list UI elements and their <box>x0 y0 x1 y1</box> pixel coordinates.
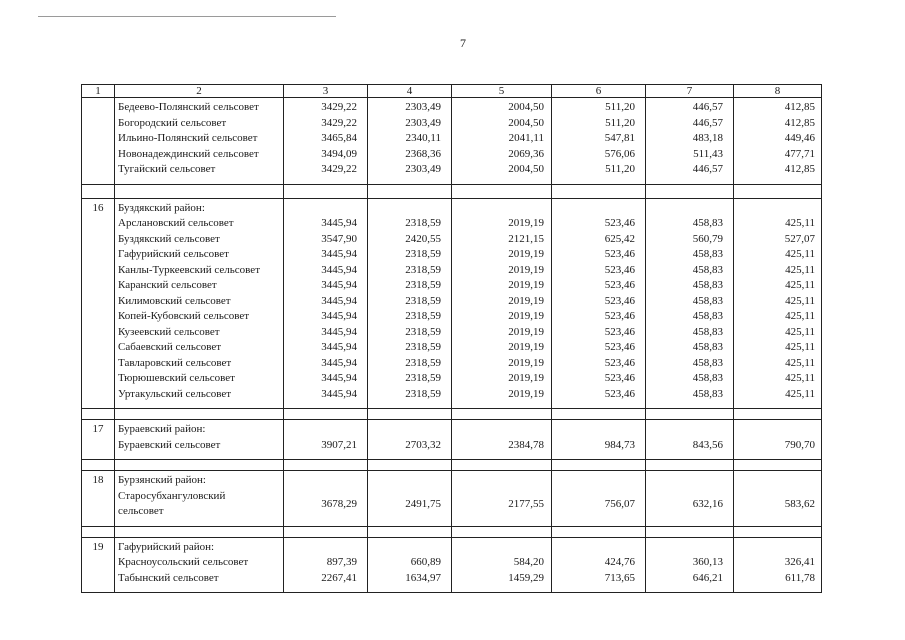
cell-value: 2340,11 <box>405 132 441 144</box>
cell-value: 3445,94 <box>321 279 357 291</box>
cell-value: 425,11 <box>785 387 815 400</box>
cell-value: 458,83 <box>692 387 723 400</box>
cell-value: 360,13 <box>692 556 723 568</box>
value-column-4 <box>368 420 452 460</box>
block-spacer <box>82 460 822 471</box>
empty-line <box>287 473 357 489</box>
spacer-cell <box>734 526 822 537</box>
column-number-row <box>82 85 822 98</box>
cell-value: 425,11 <box>785 294 815 307</box>
row-number: 19 <box>82 537 115 593</box>
column-header: 7 <box>646 85 734 98</box>
cell-value: 527,07 <box>784 232 815 245</box>
cell-value: 2318,59 <box>405 263 441 276</box>
cell-value: 560,79 <box>692 232 723 245</box>
value-column-3 <box>284 98 368 185</box>
cell-value: 3494,09 <box>321 147 357 160</box>
empty-line <box>649 422 723 438</box>
settlement-name: Уртакульский сельсовет <box>118 387 232 400</box>
cell-value: 2303,49 <box>405 116 441 129</box>
cell-value: 412,85 <box>784 101 815 113</box>
district-name: Бураевский район: <box>118 423 206 435</box>
spacer-cell <box>552 460 646 471</box>
cell-value: 483,18 <box>692 132 723 144</box>
cell-value: 2267,41 <box>321 571 357 584</box>
value-column-4 <box>368 198 452 409</box>
cell-value: 523,46 <box>604 325 635 338</box>
cell-value: 2019,19 <box>508 263 544 276</box>
settlement-names <box>115 198 284 409</box>
spacer-cell <box>82 184 115 198</box>
spacer-cell <box>368 184 452 198</box>
cell-value: 2019,19 <box>508 387 544 400</box>
block-spacer <box>82 184 822 198</box>
cell-value: 2318,59 <box>405 356 441 369</box>
value-column-7 <box>646 98 734 185</box>
cell-value: 2318,59 <box>405 341 441 353</box>
cell-value: 458,83 <box>692 372 723 384</box>
cell-value: 3445,94 <box>321 217 357 229</box>
value-column-6 <box>552 98 646 185</box>
block-spacer <box>82 409 822 420</box>
value-column-7 <box>646 471 734 527</box>
cell-value: 790,70 <box>784 438 815 451</box>
value-column-7 <box>646 537 734 593</box>
cell-value: 511,20 <box>605 163 635 175</box>
cell-value: 412,85 <box>784 116 815 129</box>
cell-value: 458,83 <box>692 248 723 260</box>
cell-value: 3429,22 <box>321 163 357 175</box>
column-header: 1 <box>82 85 115 98</box>
empty-line <box>649 540 723 556</box>
spacer-cell <box>284 526 368 537</box>
value-column-6 <box>552 471 646 527</box>
district-block <box>82 198 822 409</box>
district-block <box>82 420 822 460</box>
value-column-8 <box>734 198 822 409</box>
value-column-8 <box>734 471 822 527</box>
cell-value: 523,46 <box>604 294 635 307</box>
cell-value: 3445,94 <box>321 387 357 400</box>
tariff-table <box>81 84 822 593</box>
cell-value: 511,43 <box>693 147 723 160</box>
empty-line <box>371 540 441 556</box>
row-number: 18 <box>82 471 115 527</box>
spacer-cell <box>82 409 115 420</box>
cell-value: 425,11 <box>785 372 815 384</box>
value-column-5 <box>452 471 552 527</box>
cell-value: 2019,19 <box>508 372 544 384</box>
cell-value: 547,81 <box>604 132 635 144</box>
cell-value: 3907,21 <box>321 438 357 451</box>
cell-value: 446,57 <box>692 101 723 113</box>
spacer-cell <box>552 184 646 198</box>
row-number: 17 <box>82 420 115 460</box>
settlement-name: Сабаевский сельсовет <box>118 341 222 353</box>
page-number: 7 <box>460 36 466 50</box>
spacer-cell <box>368 526 452 537</box>
cell-value: 2004,50 <box>508 101 544 113</box>
cell-value: 425,11 <box>785 217 815 229</box>
district-name: Гафурийский район: <box>118 540 215 553</box>
empty-line <box>649 201 723 217</box>
settlement-name: Буздякский сельсовет <box>118 232 220 245</box>
cell-value: 2121,15 <box>508 232 544 245</box>
value-column-5 <box>452 198 552 409</box>
cell-value: 523,46 <box>604 372 635 384</box>
spacer-cell <box>115 184 284 198</box>
cell-value: 2019,19 <box>508 279 544 291</box>
empty-line <box>371 473 441 489</box>
spacer-cell <box>115 409 284 420</box>
cell-value: 425,11 <box>785 279 815 291</box>
cell-value: 3445,94 <box>321 310 357 322</box>
empty-line <box>737 540 815 556</box>
cell-value: 425,11 <box>785 248 815 260</box>
settlement-name: Красноусольский сельсовет <box>118 556 249 568</box>
cell-value: 2019,19 <box>508 248 544 260</box>
cell-value: 3445,94 <box>321 294 357 307</box>
cell-value: 3429,22 <box>321 116 357 129</box>
cell-value: 2004,50 <box>508 116 544 129</box>
cell-value: 984,73 <box>604 438 635 451</box>
cell-value: 477,71 <box>784 147 815 160</box>
settlement-names <box>115 471 284 527</box>
empty-line <box>371 422 441 438</box>
cell-value: 458,83 <box>692 279 723 291</box>
spacer-cell <box>284 460 368 471</box>
cell-value: 2004,50 <box>508 163 544 175</box>
spacer-cell <box>646 526 734 537</box>
cell-value: 584,20 <box>513 556 544 568</box>
cell-value: 3445,94 <box>321 263 357 276</box>
value-column-4 <box>368 537 452 593</box>
spacer-cell <box>734 184 822 198</box>
spacer-cell <box>82 460 115 471</box>
cell-value: 523,46 <box>604 248 635 260</box>
cell-value: 583,62 <box>784 497 815 510</box>
settlement-name: Арслановский сельсовет <box>118 217 234 229</box>
empty-line <box>555 201 635 217</box>
district-block <box>82 98 822 185</box>
settlement-names <box>115 98 284 185</box>
cell-value: 458,83 <box>692 263 723 276</box>
cell-value: 2318,59 <box>405 325 441 338</box>
spacer-cell <box>115 460 284 471</box>
settlement-name: Тугайский сельсовет <box>118 163 216 175</box>
cell-value: 2177,55 <box>508 497 544 510</box>
settlement-name: Каранский сельсовет <box>118 279 217 291</box>
cell-value: 843,56 <box>692 438 723 451</box>
cell-value: 2019,19 <box>508 310 544 322</box>
spacer-cell <box>452 526 552 537</box>
settlement-name: Килимовский сельсовет <box>118 294 231 307</box>
cell-value: 3429,22 <box>321 101 357 113</box>
spacer-cell <box>368 409 452 420</box>
cell-value: 2318,59 <box>405 248 441 260</box>
cell-value: 523,46 <box>604 356 635 369</box>
value-column-3 <box>284 537 368 593</box>
value-column-4 <box>368 471 452 527</box>
cell-value: 625,42 <box>604 232 635 245</box>
cell-value: 449,46 <box>784 132 815 144</box>
cell-value: 458,83 <box>692 217 723 229</box>
cell-value: 425,11 <box>785 263 815 276</box>
value-column-6 <box>552 420 646 460</box>
value-column-8 <box>734 420 822 460</box>
settlement-names <box>115 420 284 460</box>
cell-value: 2318,59 <box>405 294 441 307</box>
spacer-cell <box>82 526 115 537</box>
settlement-name: Копей-Кубовский сельсовет <box>118 310 250 322</box>
spacer-cell <box>284 184 368 198</box>
cell-value: 2420,55 <box>405 232 441 245</box>
cell-value: 2019,19 <box>508 356 544 369</box>
cell-value: 511,20 <box>605 116 635 129</box>
cell-value: 523,46 <box>604 217 635 229</box>
district-name: Буздякский район: <box>118 201 205 214</box>
settlement-names <box>115 537 284 593</box>
column-header: 8 <box>734 85 822 98</box>
spacer-cell <box>452 409 552 420</box>
district-name: Бурзянский район: <box>118 474 206 486</box>
cell-value: 713,65 <box>604 571 635 584</box>
spacer-cell <box>552 526 646 537</box>
settlement-name: Гафурийский сельсовет <box>118 248 229 260</box>
table-body <box>82 85 822 593</box>
cell-value: 2019,19 <box>508 341 544 353</box>
cell-value: 425,11 <box>785 356 815 369</box>
cell-value: 3465,84 <box>321 132 357 144</box>
cell-value: 2019,19 <box>508 325 544 338</box>
cell-value: 2019,19 <box>508 217 544 229</box>
cell-value: 3445,94 <box>321 325 357 338</box>
row-number: 16 <box>82 198 115 409</box>
cell-value: 2318,59 <box>405 310 441 322</box>
cell-value: 3445,94 <box>321 341 357 353</box>
cell-value: 2318,59 <box>405 372 441 384</box>
value-column-6 <box>552 537 646 593</box>
value-column-8 <box>734 98 822 185</box>
empty-line <box>555 473 635 489</box>
settlement-name: Бураевский сельсовет <box>118 438 221 451</box>
empty-line <box>287 201 357 217</box>
value-column-8 <box>734 537 822 593</box>
cell-value: 523,46 <box>604 387 635 400</box>
cell-value: 3445,94 <box>321 356 357 369</box>
spacer-cell <box>646 184 734 198</box>
empty-line <box>455 422 544 438</box>
cell-value: 2303,49 <box>405 163 441 175</box>
settlement-name: Тавларовский сельсовет <box>118 356 232 369</box>
cell-value: 2041,11 <box>508 132 544 144</box>
cell-value: 458,83 <box>692 341 723 353</box>
cell-value: 446,57 <box>692 163 723 175</box>
cell-value: 3678,29 <box>321 497 357 510</box>
spacer-cell <box>452 460 552 471</box>
empty-line <box>649 473 723 489</box>
value-column-5 <box>452 98 552 185</box>
cell-value: 611,78 <box>785 571 815 584</box>
settlement-name: Богородский сельсовет <box>118 116 227 129</box>
settlement-name: Новонадеждинский сельсовет <box>118 147 259 160</box>
cell-value: 1459,29 <box>508 571 544 584</box>
settlement-name: Табынский сельсовет <box>118 571 219 584</box>
spacer-cell <box>646 409 734 420</box>
empty-line <box>737 473 815 489</box>
cell-value: 2019,19 <box>508 294 544 307</box>
value-column-4 <box>368 98 452 185</box>
value-column-6 <box>552 198 646 409</box>
cell-value: 2303,49 <box>405 101 441 113</box>
cell-value: 2318,59 <box>405 279 441 291</box>
spacer-cell <box>734 460 822 471</box>
spacer-cell <box>452 184 552 198</box>
cell-value: 458,83 <box>692 310 723 322</box>
cell-value: 523,46 <box>604 279 635 291</box>
cell-value: 2703,32 <box>405 438 441 451</box>
spacer-cell <box>552 409 646 420</box>
empty-line <box>287 422 357 438</box>
value-column-5 <box>452 420 552 460</box>
cell-value: 2384,78 <box>508 438 544 451</box>
district-block <box>82 537 822 593</box>
empty-line <box>555 422 635 438</box>
settlement-name: Кузеевский сельсовет <box>118 325 220 338</box>
settlement-name: Тюрюшевский сельсовет <box>118 372 235 384</box>
cell-value: 1634,97 <box>405 571 441 584</box>
cell-value: 646,21 <box>692 571 723 584</box>
empty-line <box>371 201 441 217</box>
value-column-7 <box>646 420 734 460</box>
cell-value: 458,83 <box>692 356 723 369</box>
settlement-name: Ильино-Полянский сельсовет <box>118 132 258 144</box>
column-header: 5 <box>452 85 552 98</box>
value-column-3 <box>284 198 368 409</box>
empty-line <box>555 540 635 556</box>
empty-line <box>455 201 544 217</box>
header-rule <box>38 16 336 17</box>
cell-value: 3445,94 <box>321 248 357 260</box>
value-column-7 <box>646 198 734 409</box>
block-spacer <box>82 526 822 537</box>
cell-value: 2491,75 <box>405 497 441 510</box>
cell-value: 660,89 <box>410 556 441 568</box>
cell-value: 897,39 <box>326 556 357 568</box>
cell-value: 458,83 <box>692 325 723 338</box>
cell-value: 523,46 <box>604 341 635 353</box>
cell-value: 412,85 <box>784 163 815 175</box>
empty-line <box>287 540 357 556</box>
spacer-cell <box>734 409 822 420</box>
value-column-5 <box>452 537 552 593</box>
value-column-3 <box>284 471 368 527</box>
cell-value: 632,16 <box>692 497 723 510</box>
cell-value: 458,83 <box>692 294 723 307</box>
spacer-cell <box>646 460 734 471</box>
cell-value: 511,20 <box>605 101 635 113</box>
column-header: 4 <box>368 85 452 98</box>
cell-value: 425,11 <box>785 310 815 322</box>
settlement-name: Бедеево-Полянский сельсовет <box>118 101 259 113</box>
empty-line <box>455 473 544 489</box>
cell-value: 576,06 <box>604 147 635 160</box>
cell-value: 3445,94 <box>321 372 357 384</box>
cell-value: 424,76 <box>604 556 635 568</box>
cell-value: 446,57 <box>692 116 723 129</box>
cell-value: 425,11 <box>785 325 815 338</box>
spacer-cell <box>368 460 452 471</box>
row-number <box>82 98 115 185</box>
cell-value: 425,11 <box>785 341 815 353</box>
cell-value: 2069,36 <box>508 147 544 160</box>
column-header: 6 <box>552 85 646 98</box>
cell-value: 523,46 <box>604 310 635 322</box>
cell-value: 523,46 <box>604 263 635 276</box>
cell-value: 2368,36 <box>405 147 441 160</box>
value-column-3 <box>284 420 368 460</box>
cell-value: 3547,90 <box>321 232 357 245</box>
cell-value: 2318,59 <box>405 387 441 400</box>
empty-line <box>737 422 815 438</box>
settlement-name: Старосубхангуловский сельсовет <box>118 489 226 517</box>
cell-value: 2318,59 <box>405 217 441 229</box>
column-header: 3 <box>284 85 368 98</box>
empty-line <box>455 540 544 556</box>
empty-line <box>737 201 815 217</box>
column-header: 2 <box>115 85 284 98</box>
cell-value: 326,41 <box>784 556 815 568</box>
cell-value: 756,07 <box>604 497 635 510</box>
district-block <box>82 471 822 527</box>
spacer-cell <box>115 526 284 537</box>
spacer-cell <box>284 409 368 420</box>
settlement-name: Канлы-Туркеевский сельсовет <box>118 263 260 276</box>
